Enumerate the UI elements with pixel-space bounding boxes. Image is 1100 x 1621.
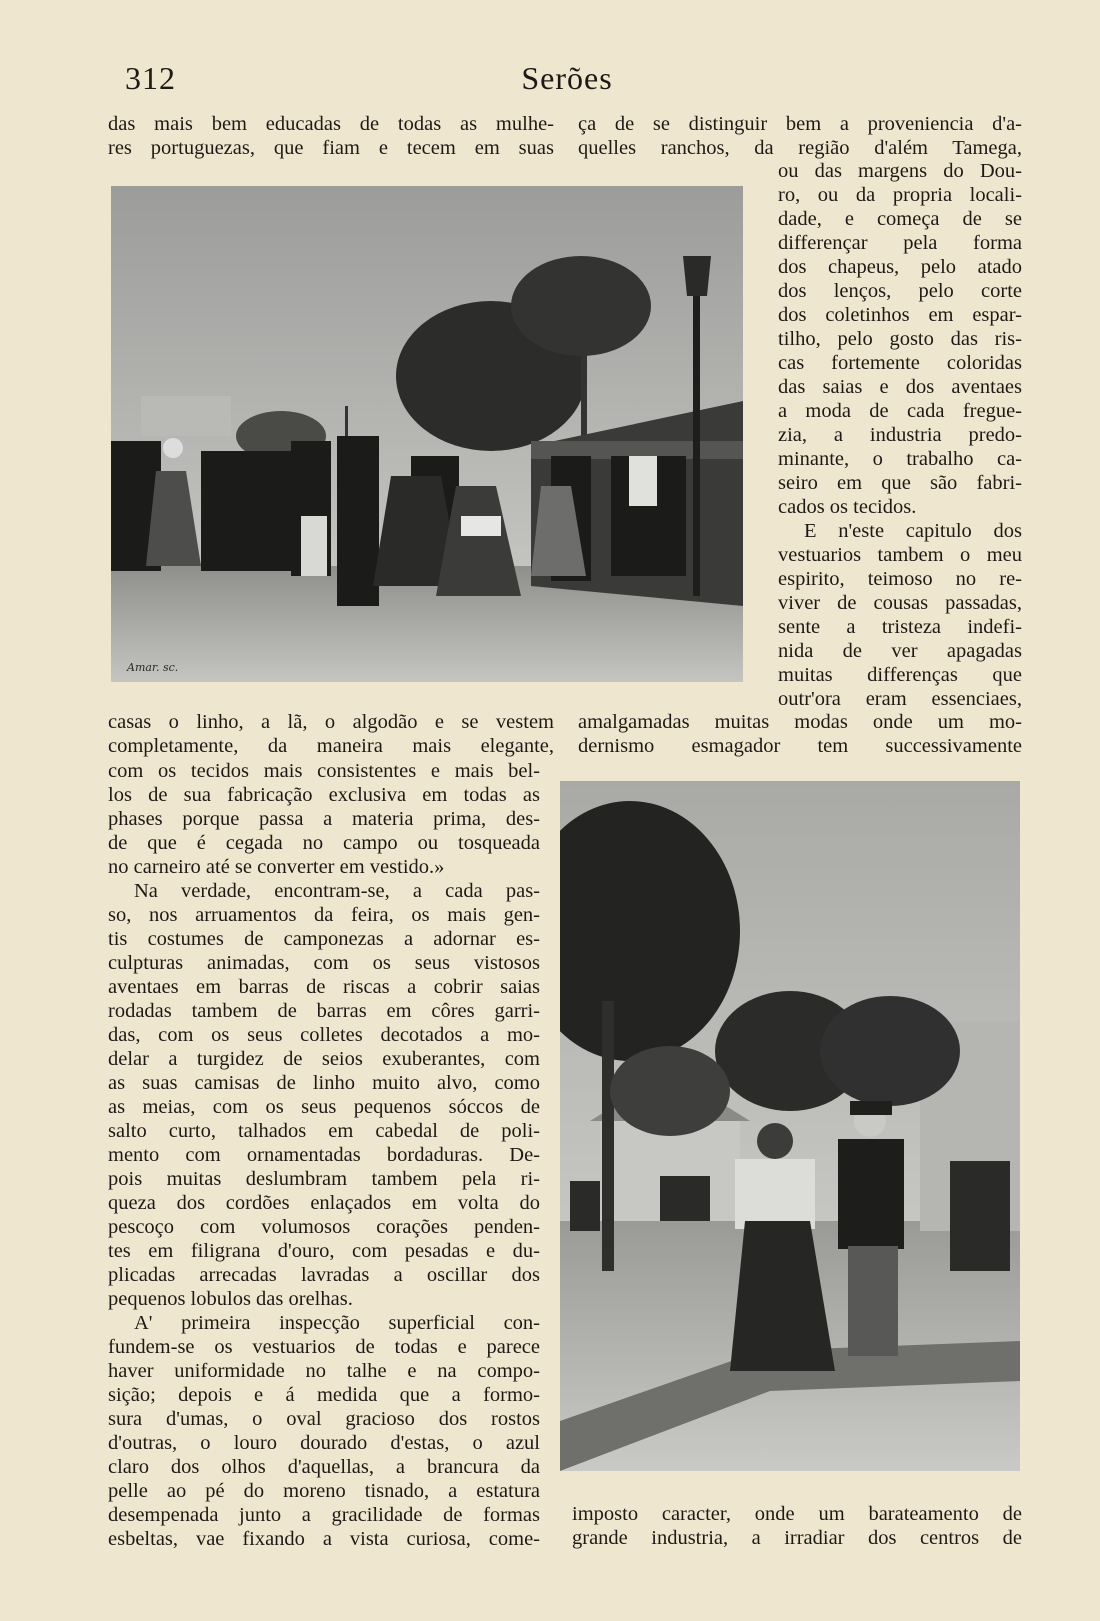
text-line: muitas differenças que [778,664,1022,686]
text-line: tes em filigrana d'ouro, com pesadas e du- [108,1240,540,1262]
text-line: seiro em que são fabri- [778,472,1022,494]
text-line: de que é cegada no campo ou tosqueada [108,832,540,854]
text-line: E n'este capitulo dos [804,520,1022,542]
text-line: culpturas animadas, com os seus vistosos [108,952,540,974]
text-line: dos chapeus, pelo atado [778,256,1022,278]
text-line: sura d'umas, o oval gracioso dos rostos [108,1408,540,1430]
text-line: phases porque passa a materia prima, des- [108,808,540,830]
text-block-bottom-right [572,1502,1022,1550]
text-line: pequenos lobulos das orelhas. [108,1288,353,1310]
text-line: dos coletinhos em espar- [778,304,1022,326]
text-line: haver uniformidade no talhe e na compo- [108,1360,540,1382]
text-line: vestuarios tambem o meu [778,544,1022,566]
text-line: salto curto, talhados em cabedal de poli- [108,1120,540,1142]
text-line: imposto caracter, onde um barateamento de [572,1503,1022,1525]
text-line: minante, o trabalho ca- [778,448,1022,470]
text-line: com os tecidos mais consistentes e mais bel- [108,760,540,782]
text-line: sente a tristeza indefi- [778,616,1022,638]
text-line: as suas camisas de linho muito alvo, como [108,1072,540,1094]
text-line: no carneiro até se converter em vestido.» [108,856,445,878]
text-line: amalgamadas muitas modas onde um mo- [578,711,1022,733]
text-line: quelles ranchos, da região d'além Tamega, [578,137,1022,159]
text-line: delar a turgidez de seios exuberantes, com [108,1048,540,1070]
text-line: pelle ao pé do moreno tisnado, a estatura [108,1480,540,1502]
text-block-mid-right [578,710,1022,758]
text-line: los de sua fabricação exclusiva em todas as [108,784,540,806]
text-line: dade, e começa de se [778,208,1022,230]
text-line: d'outras, o louro dourado d'estas, o azul [108,1432,540,1454]
text-line: outr'ora eram essenciaes, [778,688,1022,710]
text-line: desempenada junto a gracilidade de formas [108,1504,540,1526]
text-column-left [108,759,540,1551]
text-line: Na verdade, encontram-se, a cada pas- [134,880,540,902]
photo-fair-crowd [111,186,743,682]
text-line: so, nos arruamentos da feira, os mais gen- [108,904,540,926]
text-line: differençar pela forma [778,232,1022,254]
text-line: queza dos cordões enlaçados em volta do [108,1192,540,1214]
text-line: tis costumes de camponezas a adornar es- [108,928,540,950]
text-line: a moda de cada fregue- [778,400,1022,422]
text-line: sição; depois e á medida que a formo- [108,1384,540,1406]
text-line: tilho, pelo gosto das ris- [778,328,1022,350]
text-line: ro, ou da propria locali- [778,184,1022,206]
text-line: claro dos olhos d'aquellas, a brancura da [108,1456,540,1478]
text-line: cas fortemente coloridas [778,352,1022,374]
text-line: nida de ver apagadas [778,640,1022,662]
page-number: 312 [125,60,176,96]
text-line: pois muitas deslumbram tambem pela ri- [108,1168,540,1190]
text-line: rodadas tambem de barras em côres garri- [108,1000,540,1022]
text-line: das, com os seus colletes decotados a mo- [108,1024,540,1046]
text-line: dernismo esmagador tem successivamente [578,735,1022,757]
text-line: casas o linho, a lã, o algodão e se vestem [108,711,554,733]
text-line: pescoço com volumosos corações penden- [108,1216,540,1238]
text-line: grande industria, a irradiar dos centros de [572,1527,1022,1549]
text-line: das saias e dos aventaes [778,376,1022,398]
text-block-top-right [578,112,1022,160]
text-line: fundem-se os vestuarios de todas e parece [108,1336,540,1358]
text-block-top-left [108,112,554,160]
text-line: completamente, da maneira mais elegante, [108,735,554,757]
running-title: Serões [521,60,613,96]
text-line: as meias, com os seus pequenos sóccos de [108,1096,540,1118]
text-line: espirito, teimoso no re- [778,568,1022,590]
text-line: mento com ornamentadas bordaduras. De- [108,1144,540,1166]
text-line: dos lenços, pelo corte [778,280,1022,302]
text-line: res portuguezas, que fiam e tecem em suas [108,137,554,159]
text-line: esbeltas, vae fixando a vista curiosa, come- [108,1528,540,1550]
text-block-mid-left [108,710,554,758]
text-line: ou das margens do Dou- [778,160,1022,182]
text-line: zia, a industria predo- [778,424,1022,446]
photo-couple-walking [560,781,1020,1471]
text-column-beside-photo [778,159,1022,711]
text-line: cados os tecidos. [778,496,917,518]
text-line: das mais bem educadas de todas as mulhe- [108,113,554,135]
text-line: plicadas arrecadas lavradas a oscillar dos [108,1264,540,1286]
engraver-signature: Amar. sc. [127,661,179,674]
text-line: ça de se distinguir bem a proveniencia d'a- [578,113,1022,135]
text-line: A' primeira inspecção superficial con- [134,1312,540,1334]
text-line: viver de cousas passadas, [778,592,1022,614]
text-line: aventaes em barras de riscas a cobrir saias [108,976,540,998]
